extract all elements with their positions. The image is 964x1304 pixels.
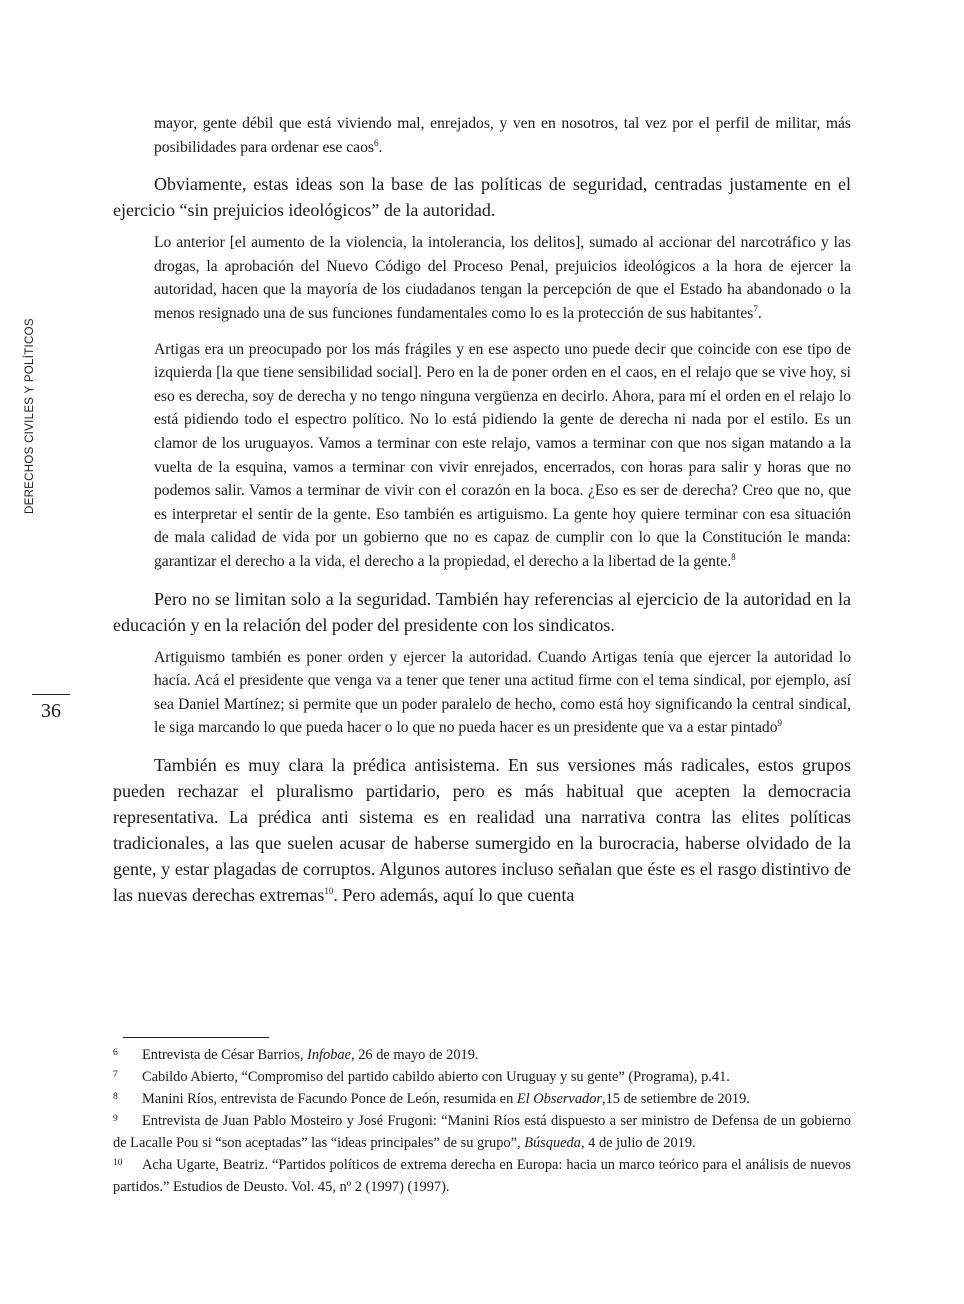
page-number: 36 bbox=[41, 700, 61, 722]
block-quote-2 bbox=[154, 231, 851, 325]
footnote-ref: 7 bbox=[753, 303, 758, 314]
footnote-7: 7 Cabildo Abierto, “Compromiso del partido cabildo abierto con Uruguay y su gente” (Programa), p.41. bbox=[113, 1069, 730, 1085]
source-title: Búsqueda bbox=[524, 1135, 581, 1151]
footnotes bbox=[113, 1044, 851, 1198]
footnote-10: 10 Acha Ugarte, Beatriz. “Partidos políticos de extrema derecha en Europa: hacia un marco teórico para el análisis de nuevos partidos.” Estudios de Deusto. Vol. 45, nº 2 (1997) (1997). bbox=[113, 1157, 851, 1195]
body-paragraph-1: Obviamente, estas ideas son la base de las políticas de seguridad, centradas justamente en el ejercicio “sin prejuicios ideológicos” de la autoridad. bbox=[113, 174, 851, 221]
section-title: DERECHOS CIVILES Y POLÍTICOS bbox=[24, 318, 36, 514]
body-paragraph-3 bbox=[113, 752, 851, 908]
footnote-separator bbox=[123, 1037, 269, 1038]
footnote-ref: 10 bbox=[324, 885, 334, 896]
running-header-vertical bbox=[24, 318, 46, 514]
footnote-text: , 26 de mayo de 2019. bbox=[351, 1047, 479, 1063]
footnote-ref: 8 bbox=[731, 551, 736, 562]
footnote-text: Acha Ugarte, Beatriz. “Partidos políticos de extrema derecha en Europa: hacia un marco teórico para el análisis de nuevos partidos.” Estudios de Deusto. Vol. 45, nº 2 (1997) (1997). bbox=[113, 1157, 851, 1195]
footnote-text: Entrevista de Juan Pablo Mosteiro y José Frugoni: “Manini Ríos está dispuesto a ser ministro de Defensa de un gobierno de Lacalle Pou si “son aceptadas” las “ideas principales” de su grupo”, bbox=[113, 1113, 851, 1151]
quote-text: Artigas era un preocupado por los más frágiles y en ese aspecto uno puede decir que coincide con ese tipo de izquierda [la que tiene sensibilidad social]. Pero en la de poner orden en el caos, en el relajo que se vive hoy, si eso es derecha, soy de derecha y no tengo ninguna vergüenza en decirlo. Ahora, para mí el orden en el relajo lo está pidiendo todo el espectro político. No lo está pidiendo la gente de derecha ni nada por el estilo. Es un clamor de los uruguayos. Vamos a terminar con este relajo, vamos a terminar con que nos sigan matando a la vuelta de la esquina, vamos a terminar con vivir enrejados, encerrados, con horas para salir y horas que no podemos salir. Vamos a terminar de vivir con el corazón en la boca. ¿Eso es ser de derecha? Creo que no, que es interpretar el sentir de la gente. Eso también es artiguismo. La gente hoy quiere terminar con esa situación de mala calidad de vida por un gobierno que no es capaz de cumplir con lo que la Constitución le manda: garantizar el derecho a la vida, el derecho a la propiedad, el derecho a la libertad de la gente. bbox=[154, 340, 851, 570]
quote-text: Lo anterior [el aumento de la violencia, la intolerancia, los delitos], sumado al accionar del narcotráfico y las drogas, la aprobación del Nuevo Código del Proceso Penal, prejuicios ideológicos a la hora de ejercer la autoridad, hacen que la mayoría de los ciudadanos tengan la percepción de que el Estado ha abandonado o la menos resignado una de sus funciones fundamentales como lo es la protección de sus habitantes bbox=[154, 234, 851, 322]
quote-text: Artiguismo también es poner orden y ejercer la autoridad. Cuando Artigas tenía que ejercer la autoridad lo hacía. Acá el presidente que venga va a tener que tener una actitud firme con el tema sindical, por ejemplo, así sea Daniel Martínez; si permite que un poder paralelo de hecho, como está hoy significando la central sindical, le siga marcando lo que pueda hacer o lo que no pueda hacer es un presidente que va a estar pintado bbox=[154, 648, 851, 737]
block-quote-1 bbox=[154, 112, 851, 159]
paragraph-text-tail: . Pero además, aquí lo que cuenta bbox=[333, 884, 575, 905]
source-title: Infobae bbox=[307, 1047, 352, 1063]
page-number-rule bbox=[32, 694, 70, 695]
period: . bbox=[378, 138, 383, 156]
paragraph-text: También es muy clara la prédica antisistema. En sus versiones más radicales, estos grupos pueden rechazar el pluralismo partidario, pero es más habitual que acepten la democracia representativa. La prédica anti sistema es en realidad una narrativa contra las elites políticas tradicionales, a las que suelen acusar de haberse sumergido en la burocracia, haberse olvidado de la gente, y estar plagadas de corruptos. Algunos autores incluso señalan que éste es el rasgo distintivo de las nuevas derechas extremas bbox=[113, 754, 851, 905]
body-paragraph-2: Pero no se limitan solo a la seguridad. También hay referencias al ejercicio de la autoridad en la educación y en la relación del poder del presidente con los sindicatos. bbox=[113, 588, 851, 635]
footnote-text: , 4 de julio de 2019. bbox=[580, 1135, 696, 1151]
quote-text: mayor, gente débil que está viviendo mal, enrejados, y ven en nosotros, tal vez por el perfil de militar, más posibilidades para ordenar ese caos bbox=[154, 115, 851, 156]
period: . bbox=[757, 304, 762, 322]
footnote-ref: 6 bbox=[373, 137, 379, 148]
footnote-6: 6 Entrevista de César Barrios, Infobae, 26 de mayo de 2019. bbox=[113, 1047, 479, 1063]
footnote-text: Manini Ríos, entrevista de Facundo Ponce de León, resumida en bbox=[142, 1091, 517, 1107]
block-quote-3 bbox=[154, 338, 851, 574]
block-quote-4 bbox=[154, 646, 851, 740]
main-text bbox=[113, 112, 851, 908]
footnote-8: 8 Manini Ríos, entrevista de Facundo Ponce de León, resumida en El Observador,15 de setiembre de 2019. bbox=[113, 1091, 750, 1107]
source-title: El Observador bbox=[516, 1091, 603, 1107]
footnote-text: Entrevista de César Barrios, bbox=[142, 1047, 308, 1063]
footnote-text: ,15 de setiembre de 2019. bbox=[602, 1091, 750, 1107]
footnote-9: 9 Entrevista de Juan Pablo Mosteiro y José Frugoni: “Manini Ríos está dispuesto a ser ministro de Defensa de un gobierno de Lacalle Pou si “son aceptadas” las “ideas principales” de su grupo”, Búsqueda, 4 de julio de 2019. bbox=[113, 1113, 851, 1151]
footnote-ref: 9 bbox=[777, 718, 782, 729]
footnote-text: Cabildo Abierto, “Compromiso del partido cabildo abierto con Uruguay y su gente” (Programa), p.41. bbox=[142, 1069, 730, 1085]
